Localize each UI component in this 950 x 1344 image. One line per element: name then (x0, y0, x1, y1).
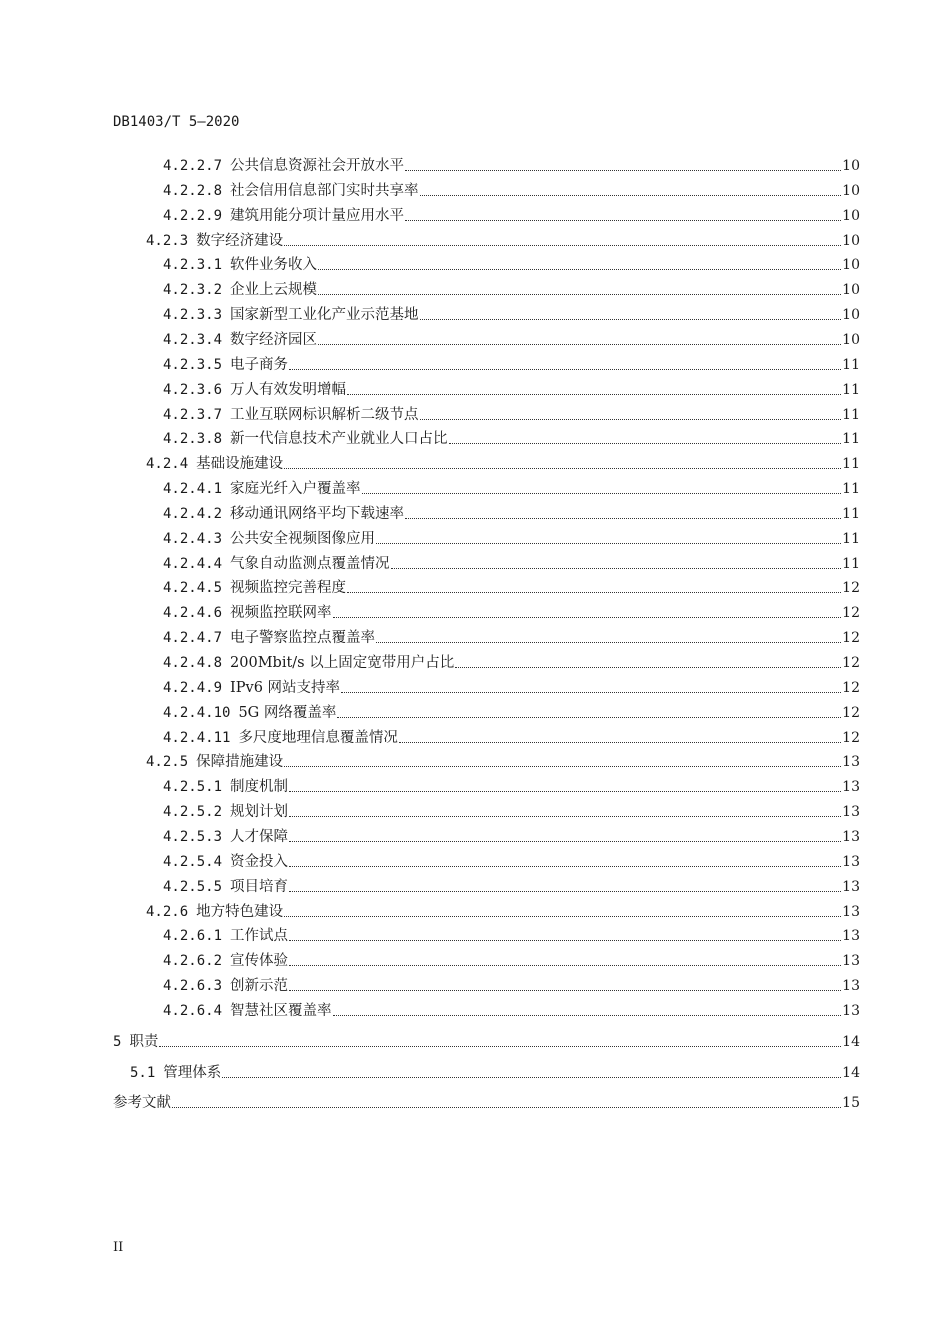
toc-entry-page: 10 (842, 282, 860, 299)
toc-entry-title: 社会信用信息部门实时共享率 (230, 182, 419, 199)
toc-entry[interactable] (163, 378, 860, 400)
toc-entry[interactable] (113, 1091, 860, 1113)
toc-entry-page: 13 (842, 928, 860, 945)
toc-entry-page: 12 (842, 630, 860, 647)
toc-entry[interactable] (163, 552, 860, 574)
toc-entry-number: 4.2.4.10 (163, 704, 231, 721)
toc-entry[interactable] (163, 825, 860, 847)
toc-entry-number: 4.2.6.1 (163, 928, 223, 945)
toc-leader-dots (391, 567, 841, 569)
toc-leader-dots (420, 418, 841, 420)
toc-entry-number: 4.2.3.1 (163, 257, 223, 274)
toc-entry-page: 13 (842, 953, 860, 970)
toc-entry-title: 气象自动监测点覆盖情况 (230, 555, 390, 572)
toc-entry-number: 4.2.5.3 (163, 828, 223, 845)
toc-entry-title: 移动通讯网络平均下载速率 (230, 505, 405, 522)
toc-entry-title: 地方特色建设 (196, 903, 284, 920)
toc-entry-title: 智慧社区覆盖率 (230, 1002, 332, 1019)
toc-entry-page: 13 (842, 978, 860, 995)
toc-entry-number: 4.2.3.2 (163, 282, 223, 299)
toc-entry-page: 12 (842, 655, 860, 671)
toc-entry-title: 公共安全视频图像应用 (230, 530, 376, 547)
toc-entry-page: 12 (842, 580, 860, 597)
toc-entry[interactable] (163, 204, 860, 226)
toc-leader-dots (289, 840, 841, 842)
toc-entry-page: 13 (842, 1002, 860, 1019)
toc-entry-page: 13 (842, 828, 860, 845)
toc-leader-dots (455, 666, 841, 668)
toc-entry-page: 13 (842, 878, 860, 895)
toc-entry-number: 4.2.6.2 (163, 953, 223, 970)
toc-entry-number: 4.2.4.3 (163, 530, 223, 547)
toc-leader-dots (405, 219, 841, 221)
toc-entry[interactable] (163, 154, 860, 176)
toc-entry[interactable] (163, 253, 860, 275)
toc-entry-title: 万人有效发明增幅 (230, 381, 347, 398)
toc-entry[interactable] (146, 750, 860, 772)
toc-entry[interactable] (146, 452, 860, 474)
toc-entry-number: 4.2.3.8 (163, 431, 223, 448)
toc-entry-page: 13 (842, 903, 860, 920)
toc-entry-page: 14 (842, 1033, 860, 1050)
toc-entry[interactable] (163, 353, 860, 375)
toc-entry-number: 4.2.6 (146, 903, 189, 920)
toc-entry-number: 4.2.6.3 (163, 978, 223, 995)
toc-leader-dots (172, 1106, 841, 1108)
toc-entry-title: 新一代信息技术产业就业人口占比 (230, 431, 448, 448)
toc-entry-number: 4.2.5.1 (163, 779, 223, 796)
toc-entry-number: 4.2.3.5 (163, 356, 223, 373)
toc-entry-number: 4.2.4.7 (163, 630, 223, 647)
toc-entry-title: 视频监控联网率 (230, 605, 332, 622)
toc-entry-title: 家庭光纤入户覆盖率 (230, 481, 361, 498)
toc-leader-dots (376, 641, 841, 643)
toc-entry[interactable] (163, 875, 860, 897)
toc-entry-number: 4.2.5.2 (163, 804, 223, 821)
toc-entry-page: 10 (842, 207, 860, 224)
toc-entry[interactable] (163, 850, 860, 872)
toc-entry-title: 公共信息资源社会开放水平 (230, 158, 405, 174)
toc-entry[interactable] (163, 676, 860, 698)
toc-entry-title: 资金投入 (230, 853, 289, 870)
toc-entry-number: 4.2.5.5 (163, 878, 223, 895)
toc-entry-title: 创新示范 (230, 978, 289, 995)
toc-leader-dots (289, 790, 841, 792)
toc-entry[interactable] (163, 800, 860, 822)
toc-leader-dots (289, 368, 841, 370)
toc-entry-number: 4.2.4 (146, 456, 189, 473)
toc-leader-dots (333, 1014, 841, 1016)
toc-entry[interactable] (163, 949, 860, 971)
toc-entry[interactable] (163, 651, 860, 673)
toc-entry[interactable] (163, 924, 860, 946)
toc-leader-dots (362, 492, 841, 494)
toc-leader-dots (318, 293, 841, 295)
toc-entry-number: 4.2.4.5 (163, 580, 223, 597)
toc-entry-number: 4.2.4.11 (163, 729, 231, 746)
toc-entry[interactable] (163, 601, 860, 623)
toc-entry[interactable] (146, 900, 860, 922)
toc-entry-page: 10 (842, 182, 860, 199)
toc-entry-number: 4.2.4.1 (163, 481, 223, 498)
toc-entry-page: 10 (842, 307, 860, 324)
toc-entry-number: 4.2.2.7 (163, 158, 223, 174)
toc-leader-dots (337, 716, 841, 718)
toc-entry[interactable] (163, 427, 860, 449)
toc-entry-title: 参考文献 (113, 1095, 171, 1112)
toc-entry-page: 12 (842, 704, 860, 721)
toc-entry[interactable] (163, 775, 860, 797)
toc-leader-dots (284, 765, 841, 767)
toc-entry[interactable] (163, 726, 860, 748)
toc-leader-dots (289, 939, 841, 941)
toc-leader-dots (289, 865, 841, 867)
toc-entry-title: 规划计划 (230, 804, 289, 821)
toc-entry-number: 4.2.2.8 (163, 182, 223, 199)
toc-entry[interactable] (163, 999, 860, 1021)
toc-leader-dots (420, 318, 841, 320)
toc-entry-title: 宣传体验 (230, 953, 289, 970)
toc-entry-number: 4.2.4.4 (163, 555, 223, 572)
toc-entry-title: 200Mbit/s 以上固定宽带用户占比 (230, 655, 455, 671)
toc-entry[interactable] (163, 403, 860, 425)
toc-entry-page: 13 (842, 754, 860, 771)
toc-leader-dots (405, 517, 841, 519)
toc-entry-page: 11 (842, 505, 860, 522)
toc-leader-dots (341, 691, 841, 693)
toc-entry-number: 4.2.3.7 (163, 406, 223, 423)
toc-entry-page: 11 (842, 356, 860, 373)
toc-entry-title: 5G 网络覆盖率 (238, 704, 337, 721)
toc-leader-dots (284, 244, 841, 246)
toc-entry-title: 软件业务收入 (230, 257, 318, 274)
toc-leader-dots (159, 1045, 841, 1047)
toc-entry-title: 工业互联网标识解析二级节点 (230, 406, 419, 423)
toc-entry-title: 企业上云规模 (230, 282, 318, 299)
toc-leader-dots (289, 890, 841, 892)
toc-entry-page: 14 (842, 1064, 860, 1081)
toc-entry[interactable] (130, 1061, 860, 1083)
toc-entry-page: 10 (842, 257, 860, 274)
toc-leader-dots (284, 467, 841, 469)
toc-entry[interactable] (163, 701, 860, 723)
toc-entry[interactable] (163, 576, 860, 598)
toc-leader-dots (347, 591, 841, 593)
toc-entry-number: 4.2.5 (146, 754, 189, 771)
toc-entry[interactable] (163, 328, 860, 350)
toc-entry-page: 10 (842, 331, 860, 348)
toc-leader-dots (289, 989, 841, 991)
toc-entry[interactable] (113, 1030, 860, 1052)
toc-entry[interactable] (163, 303, 860, 325)
toc-entry-number: 4.2.5.4 (163, 853, 223, 870)
toc-entry[interactable] (163, 179, 860, 201)
toc-entry-title: 人才保障 (230, 828, 289, 845)
toc-entry-title: 数字经济建设 (196, 232, 284, 249)
toc-entry-title: 国家新型工业化产业示范基地 (230, 307, 419, 324)
page-number: II (113, 1240, 124, 1255)
toc-entry[interactable] (163, 502, 860, 524)
toc-entry-title: 基础设施建设 (196, 456, 284, 473)
toc-entry-title: 建筑用能分项计量应用水平 (230, 207, 405, 224)
toc-leader-dots (222, 1076, 841, 1078)
toc-entry-page: 10 (842, 158, 860, 174)
toc-leader-dots (289, 964, 841, 966)
toc-entry-title: 电子商务 (230, 356, 289, 373)
toc-entry-number: 4.2.4.8 (163, 655, 223, 671)
toc-entry-title: 数字经济园区 (230, 331, 318, 348)
toc-entry-number: 4.2.4.6 (163, 605, 223, 622)
toc-entry-title: 工作试点 (230, 928, 289, 945)
toc-entry-title: 视频监控完善程度 (230, 580, 347, 597)
toc-leader-dots (284, 915, 841, 917)
toc-entry[interactable] (163, 527, 860, 549)
toc-entry-title: IPv6 网站支持率 (230, 679, 341, 696)
toc-entry-page: 11 (842, 530, 860, 547)
toc-entry-page: 11 (842, 381, 860, 398)
toc-leader-dots (405, 169, 841, 171)
toc-entry[interactable] (163, 974, 860, 996)
toc-entry-number: 4.2.3.3 (163, 307, 223, 324)
toc-leader-dots (347, 393, 841, 395)
toc-entry-page: 13 (842, 779, 860, 796)
toc-entry-page: 12 (842, 605, 860, 622)
document-code-header: DB1403/T 5—2020 (113, 114, 240, 130)
toc-entry-page: 10 (842, 232, 860, 249)
toc-leader-dots (449, 442, 841, 444)
toc-entry[interactable] (163, 477, 860, 499)
toc-entry-number: 4.2.6.4 (163, 1002, 223, 1019)
toc-entry-title: 保障措施建设 (196, 754, 284, 771)
toc-entry-title: 多尺度地理信息覆盖情况 (238, 729, 398, 746)
toc-entry[interactable] (163, 278, 860, 300)
toc-leader-dots (376, 542, 841, 544)
toc-entry-title: 电子警察监控点覆盖率 (230, 630, 376, 647)
toc-entry-number: 4.2.4.2 (163, 505, 223, 522)
toc-leader-dots (318, 268, 841, 270)
toc-entry-number: 4.2.3.4 (163, 331, 223, 348)
toc-entry-number: 5.1 (130, 1064, 156, 1081)
toc-entry[interactable] (163, 626, 860, 648)
toc-entry-page: 11 (842, 481, 860, 498)
toc-entry-number: 4.2.3 (146, 232, 189, 249)
toc-entry-number: 4.2.4.9 (163, 679, 223, 696)
toc-entry-page: 12 (842, 679, 860, 696)
toc-entry-page: 13 (842, 804, 860, 821)
toc-entry-page: 11 (842, 406, 860, 423)
toc-leader-dots (318, 343, 841, 345)
toc-leader-dots (289, 815, 841, 817)
toc-entry[interactable] (146, 229, 860, 251)
toc-entry-number: 5 (113, 1033, 122, 1050)
toc-entry-title: 制度机制 (230, 779, 289, 796)
toc-entry-page: 15 (842, 1095, 860, 1112)
toc-entry-page: 11 (842, 431, 860, 448)
toc-entry-number: 4.2.3.6 (163, 381, 223, 398)
toc-entry-title: 职责 (129, 1033, 159, 1050)
toc-entry-number: 4.2.2.9 (163, 207, 223, 224)
toc-entry-page: 11 (842, 555, 860, 572)
toc-leader-dots (399, 741, 841, 743)
toc-entry-page: 13 (842, 853, 860, 870)
toc-leader-dots (420, 194, 841, 196)
toc-entry-title: 项目培育 (230, 878, 289, 895)
toc-entry-title: 管理体系 (163, 1064, 222, 1081)
toc-leader-dots (333, 616, 841, 618)
toc-entry-page: 12 (842, 729, 860, 746)
toc-entry-page: 11 (842, 456, 860, 473)
